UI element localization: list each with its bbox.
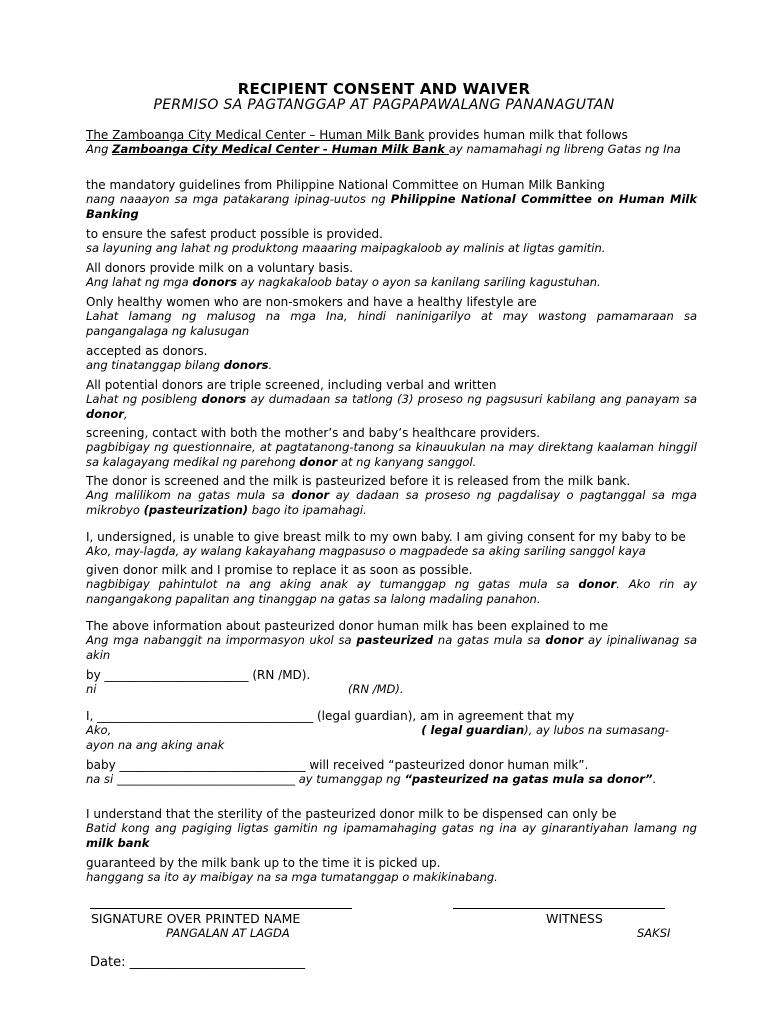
paragraph-6: accepted as donors. ang tinatanggap bilang donors. bbox=[86, 344, 273, 372]
paragraph-1: The Zamboanga City Medical Center – Human Milk Bank provides human milk that follows Ang Zamboanga City Medical Center - Human Milk Bank ay namamahagi ng libreng Gatas ng Ina bbox=[86, 128, 681, 156]
signature-sublabel: PANGALAN AT LAGDA bbox=[166, 926, 290, 940]
witness-label: WITNESS bbox=[546, 911, 603, 926]
form-title: RECIPIENT CONSENT AND WAIVER bbox=[237, 80, 531, 98]
witness-sublabel: SAKSI bbox=[637, 926, 671, 940]
signature-label: SIGNATURE OVER PRINTED NAME bbox=[91, 911, 301, 926]
paragraph-2: the mandatory guidelines from Philippine National Committee on Human Milk Banking nang naaayon sa mga patakarang ipinag-uutos ng Philippine National Committee on Human Milk Banking bbox=[86, 178, 697, 221]
guardian-line: I, ____________________________________ (legal guardian), am in agreement that my Ako, ( legal guardian), ay lubos na sumasang-ayon na ang aking anak bbox=[86, 709, 670, 752]
witness-line[interactable] bbox=[453, 908, 665, 909]
paragraph-10: I, undersigned, is unable to give breast milk to my own baby. I am giving consent for my baby to be Ako, may-lagda, ay walang kakayahang magpasuso o magpadede sa aking sariling sanggol kaya bbox=[86, 530, 686, 558]
paragraph-11: given donor milk and I promise to replace it as soon as possible. nagbibigay pahintulot na ang aking anak ay tumanggap ng gatas mula sa donor. Ako rin ay nangangakong papalitan ang tinanggap na gatas sa lalong madaling panahon. bbox=[86, 563, 697, 606]
paragraph-4: All donors provide milk on a voluntary basis. Ang lahat ng mga donors ay nagkakaloob batay o ayon sa kanilang sariling kagustuhan. bbox=[86, 261, 601, 289]
paragraph-16: I understand that the sterility of the pasteurized donor milk to be dispensed can only be Batid kong ang pagiging ligtas gamitin ng ipamamahaging gatas ng ina ay ginarantiyahan lamang ng milk bank bbox=[86, 807, 697, 850]
org-name-tl: Zamboanga City Medical Center - Human Milk Bank bbox=[112, 142, 449, 156]
paragraph-5: Only healthy women who are non-smokers and have a healthy lifestyle are Lahat lamang ng malusog na mga Ina, hindi naninigarilyo at may wastong pamamaraan sa pangangalaga ng kalusugan bbox=[86, 295, 697, 338]
paragraph-7: All potential donors are triple screened, including verbal and written Lahat ng posibleng donors ay dumadaan sa tatlong (3) proseso ng pagsusuri kabilang ang panayam sa donor, bbox=[86, 378, 697, 421]
date-field[interactable]: Date: ___________________________ bbox=[90, 955, 306, 970]
signature-line[interactable] bbox=[90, 908, 352, 909]
paragraph-8: screening, contact with both the mother’s and baby’s healthcare providers. pagbibigay ng questionnaire, at pagtatanong-tanong sa kinauukulan na may direktang kaalaman hinggil sa kalagayang medikal ng parehong donor at ng kanyang sanggol. bbox=[86, 426, 697, 469]
form-subtitle: PERMISO SA PAGTANGGAP AT PAGPAPAWALANG PANANAGUTAN bbox=[153, 97, 615, 113]
paragraph-9: The donor is screened and the milk is pasteurized before it is released from the milk bank. Ang malilikom na gatas mula sa donor ay dadaan sa proseso ng pagdalisay o pagtanggal sa mga mikrobyo (pasteurization) bago ito ipamahagi. bbox=[86, 474, 697, 517]
paragraph-12: The above information about pasteurized donor human milk has been explained to me Ang mga nabanggit na impormasyon ukol sa pasteurized na gatas mula sa donor ay ipinaliwanag sa akin bbox=[86, 619, 697, 662]
paragraph-3: to ensure the safest product possible is provided. sa layuning ang lahat ng produktong maaaring maipagkaloob ay malinis at ligtas gamitin. bbox=[86, 227, 606, 255]
org-name: The Zamboanga City Medical Center – Human Milk Bank bbox=[86, 128, 425, 142]
rn-md-line: by ________________________ (RN /MD). ni (RN /MD). bbox=[86, 668, 404, 696]
paragraph-17: guaranteed by the milk bank up to the time it is picked up. hanggang sa ito ay maibigay na sa mga tumatanggap o makikinabang. bbox=[86, 856, 498, 884]
baby-name-line: baby _______________________________ will received “pasteurized donor human milk”. na si _______________________________ ay tumanggap ng “pasteurized na gatas mula sa donor”. bbox=[86, 758, 657, 786]
